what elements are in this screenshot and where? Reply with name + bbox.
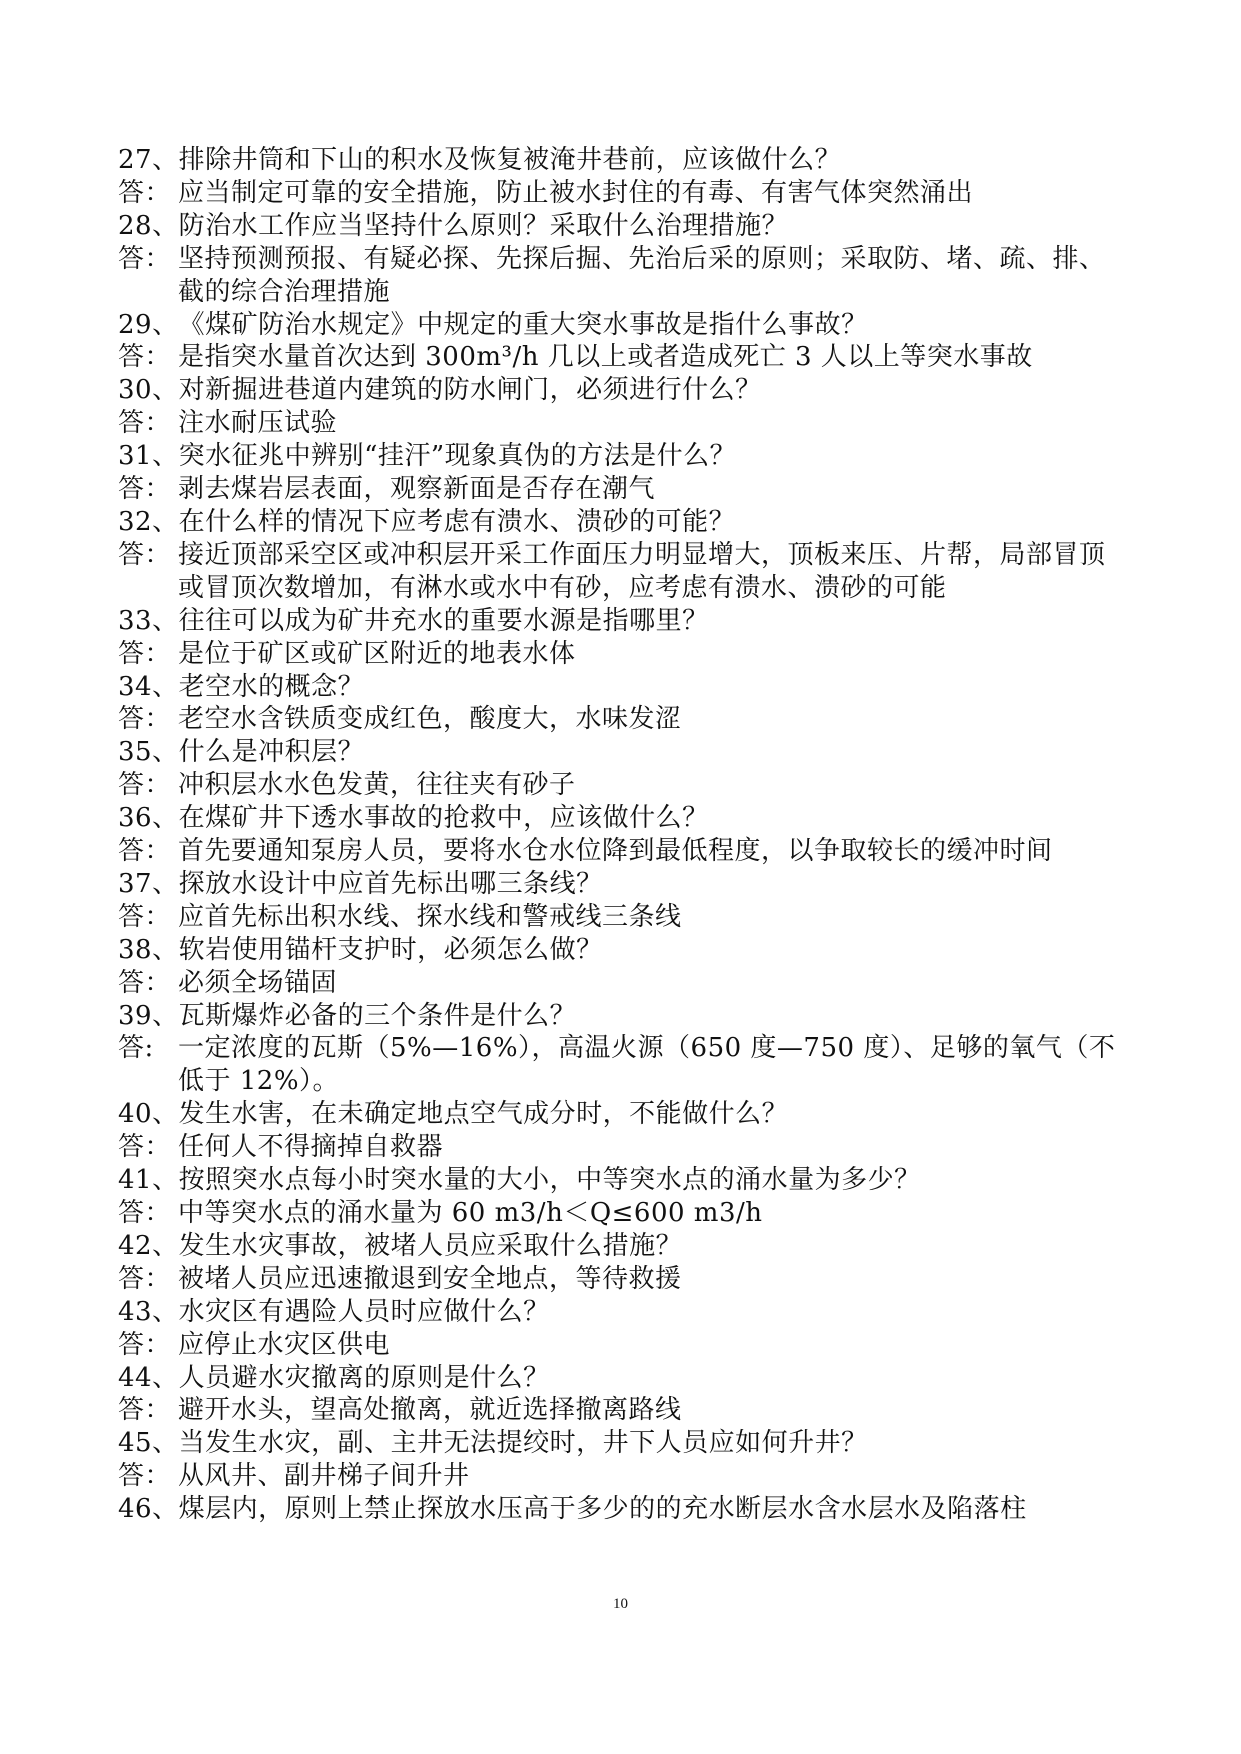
question-number: 40、 [118,1099,179,1130]
answer-text: 冲积层水水色发黄，往往夹有砂子 [178,770,576,801]
answer-prefix: 答： [118,967,172,998]
question-number: 39、 [118,1000,179,1031]
question-text: 老空水的概念？ [178,671,365,702]
answer-prefix: 答： [118,1263,172,1294]
question-number: 28、 [118,210,179,241]
question-text: 突水征兆中辨别“挂汗”现象真伪的方法是什么？ [178,441,737,472]
question-text: 往往可以成为矿井充水的重要水源是指哪里？ [178,605,709,636]
question-text: 什么是冲积层？ [178,737,365,768]
answer-prefix: 答： [118,836,172,867]
question-text: 对新掘进巷道内建筑的防水闸门，必须进行什么？ [178,375,762,406]
question-number: 42、 [118,1230,179,1261]
question-line [118,868,1128,901]
question-number: 33、 [118,605,179,636]
question-number: 37、 [118,868,179,899]
question-line [118,671,1128,704]
answer-prefix: 答： [118,638,172,669]
answer-text: 应当制定可靠的安全措施，防止被水封住的有毒、有害气体突然涌出 [178,177,974,208]
answer-text: 是指突水量首次达到 300m³/h 几以上或者造成死亡 3 人以上等突水事故 [178,342,1033,373]
answer-prefix: 答： [118,704,172,735]
answer-prefix: 答： [118,243,172,274]
question-text: 在煤矿井下透水事故的抢救中，应该做什么？ [178,803,709,834]
question-number: 46、 [118,1494,179,1525]
question-line [118,144,1128,177]
question-number: 36、 [118,803,179,834]
question-number: 43、 [118,1296,179,1327]
question-number: 32、 [118,506,179,537]
page-content [118,144,1128,1526]
answer-line [118,1263,1128,1296]
answer-text: 注水耐压试验 [178,408,338,439]
page-number: 10 [613,1596,628,1612]
answer-line [118,638,1128,671]
answer-line [118,177,1128,210]
answer-prefix: 答： [118,1198,172,1228]
question-line [118,210,1128,243]
answer-text: 老空水含铁质变成红色，酸度大，水味发涩 [178,704,682,735]
answer-prefix: 答： [118,342,172,373]
question-text: 水灾区有遇险人员时应做什么？ [178,1296,550,1327]
question-line [118,934,1128,967]
answer-text: 坚持预测预报、有疑必探、先探后掘、先治后采的原则；采取防、堵、疏、排、截的综合治理措施 [178,243,1106,307]
answer-line [118,1394,1128,1427]
question-number: 30、 [118,375,179,406]
question-number: 29、 [118,309,179,340]
answer-line [118,901,1128,934]
answer-text: 必须全场锚固 [178,967,338,998]
question-text: 人员避水灾撤离的原则是什么？ [178,1362,550,1393]
answer-line [118,407,1128,440]
answer-line [118,703,1128,736]
answer-text: 应首先标出积水线、探水线和警戒线三条线 [178,901,682,932]
question-line [118,1230,1128,1263]
question-line [118,1164,1128,1197]
answer-prefix: 答： [118,177,172,208]
answer-line [118,243,1128,309]
question-line [118,1000,1128,1033]
answer-text: 首先要通知泵房人员，要将水仓水位降到最低程度，以争取较长的缓冲时间 [178,836,1053,867]
question-text: 探放水设计中应首先标出哪三条线？ [178,868,603,899]
answer-prefix: 答： [118,1461,172,1492]
answer-line [118,341,1128,374]
answer-text: 被堵人员应迅速撤退到安全地点，等待救援 [178,1263,682,1294]
answer-line [118,1032,1128,1098]
answer-text: 避开水头，望高处撤离，就近选择撤离路线 [178,1395,682,1426]
answer-text: 应停止水灾区供电 [178,1329,391,1360]
answer-text: 是位于矿区或矿区附近的地表水体 [178,638,576,669]
answer-line [118,1460,1128,1493]
question-text: 排除井筒和下山的积水及恢复被淹井巷前，应该做什么？ [178,145,842,175]
answer-prefix: 答: [118,1033,154,1064]
question-line [118,1296,1128,1329]
question-number: 41、 [118,1165,179,1196]
question-text: 当发生水灾，副、主井无法提绞时，井下人员应如何升井？ [178,1428,868,1459]
question-number: 27、 [118,145,179,175]
answer-line [118,1197,1128,1230]
answer-prefix: 答： [118,901,172,932]
question-text: 《煤矿防治水规定》中规定的重大突水事故是指什么事故？ [178,309,868,340]
question-text: 瓦斯爆炸必备的三个条件是什么？ [178,1000,577,1031]
question-line [118,736,1128,769]
answer-line [118,1329,1128,1362]
answer-text: 接近顶部采空区或冲积层开采工作面压力明显增大，顶板来压、片帮，局部冒顶或冒顶次数增加，有淋水或水中有砂，应考虑有溃水、溃砂的可能 [178,539,1106,603]
answer-prefix: 答： [118,1329,172,1360]
question-text: 防治水工作应当坚持什么原则？采取什么治理措施？ [178,210,789,241]
question-text: 发生水害，在未确定地点空气成分时，不能做什么？ [178,1099,789,1130]
question-text: 软岩使用锚杆支护时，必须怎么做？ [178,934,603,965]
question-line [118,605,1128,638]
answer-prefix: 答： [118,770,172,801]
answer-line [118,1131,1128,1164]
answer-prefix: 答： [118,1395,172,1426]
question-text: 在什么样的情况下应考虑有溃水、溃砂的可能？ [178,506,736,537]
question-line [118,506,1128,539]
question-line [118,1362,1128,1395]
question-line [118,1493,1128,1526]
question-number: 31、 [118,441,179,472]
answer-line [118,769,1128,802]
question-text: 发生水灾事故，被堵人员应采取什么措施？ [178,1230,683,1261]
answer-prefix: 答： [118,474,172,505]
answer-prefix: 答： [118,408,172,439]
question-number: 45、 [118,1428,179,1459]
answer-text: 一定浓度的瓦斯（5%—16%），高温火源（650 度—750 度）、足够的氧气（不低于 12%）。 [178,1033,1116,1097]
answer-text: 任何人不得摘掉自救器 [178,1132,444,1163]
question-line [118,1098,1128,1131]
answer-line [118,967,1128,1000]
question-line [118,440,1128,473]
question-text: 煤层内，原则上禁止探放水压高于多少的的充水断层水含水层水及陷落柱 [178,1494,1027,1525]
question-number: 34、 [118,671,179,702]
question-line [118,309,1128,342]
answer-text: 从风井、副井梯子间升井 [178,1461,470,1492]
question-number: 44、 [118,1362,179,1393]
question-number: 38、 [118,934,179,965]
answer-line [118,539,1128,605]
answer-text: 中等突水点的涌水量为 60 m3/h＜Q≤600 m3/h [178,1198,763,1228]
answer-prefix: 答： [118,539,172,570]
question-line [118,374,1128,407]
answer-text: 剥去煤岩层表面，观察新面是否存在潮气 [178,474,656,505]
question-line [118,1427,1128,1460]
answer-prefix: 答： [118,1132,172,1163]
question-number: 35、 [118,737,179,768]
answer-line [118,835,1128,868]
question-line [118,802,1128,835]
answer-line [118,473,1128,506]
question-text: 按照突水点每小时突水量的大小，中等突水点的涌水量为多少？ [178,1165,921,1196]
